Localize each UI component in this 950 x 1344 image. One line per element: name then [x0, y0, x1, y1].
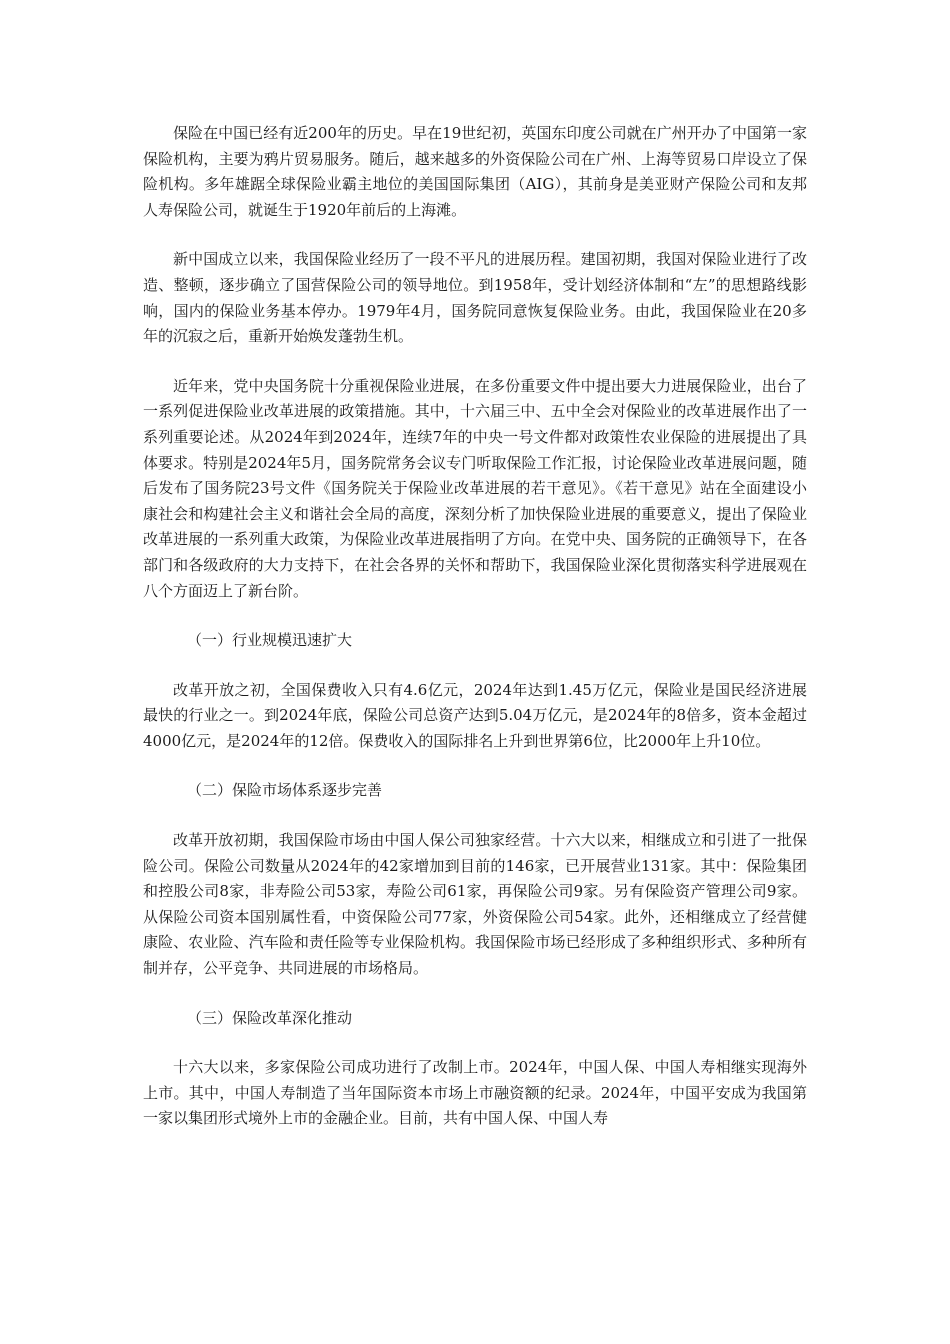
- paragraph-history: 保险在中国已经有近200年的历史。早在19世纪初，英国东印度公司就在广州开办了中国第一家保险机构，主要为鸦片贸易服务。随后，越来越多的外资保险公司在广州、上海等贸易口岸设立了保险机构。多年雄踞全球保险业霸主地位的美国国际集团（AIG），其前身是美亚财产保险公司和友邦人寿保险公司，就诞生于1920年前后的上海滩。: [143, 124, 807, 219]
- paragraph-market-system: 改革开放初期，我国保险市场由中国人保公司独家经营。十六大以来，相继成立和引进了一批保险公司。保险公司数量从2024年的42家增加到目前的146家，已开展营业131家。其中：保险集团和控股公司8家，非寿险公司53家，寿险公司61家，再保险公司9家。另有保险资产管理公司9家。从保险公司资本国别属性看，中资保险公司77家，外资保险公司54家。此外，还相继成立了经营健康险、农业险、汽车险和责任险等专业保险机构。我国保险市场已经形成了多种组织形式、多种所有制并存，公平竞争、共同进展的市场格局。: [143, 831, 807, 978]
- paragraph-new-china: 新中国成立以来，我国保险业经历了一段不平凡的进展历程。建国初期，我国对保险业进行了改造、整顿，逐步确立了国营保险公司的领导地位。到1958年，受计划经济体制和“左”的思想路线影响，国内的保险业务基本停办。1979年4月，国务院同意恢复保险业务。由此，我国保险业在20多年的沉寂之后，重新开始焕发蓬勃生机。: [143, 250, 807, 346]
- paragraph-recent-years: 近年来，党中央国务院十分重视保险业进展，在多份重要文件中提出要大力进展保险业，出台了一系列促进保险业改革进展的政策措施。其中，十六届三中、五中全会对保险业的改革进展作出了一系列重要论述。从2024年到2024年，连续7年的中央一号文件都对政策性农业保险的进展提出了具体要求。特别是2024年5月，国务院常务会议专门听取保险工作汇报，讨论保险业改革进展问题，随后发布了国务院23号文件《国务院关于保险业改革进展的若干意见》。《若干意见》站在全面建设小康社会和构建社会主义和谐社会全局的高度，深刻分析了加快保险业进展的重要意义，提出了保险业改革进展的一系列重大政策，为保险业改革进展指明了方向。在党中央、国务院的正确领导下，在各部门和各级政府的大力支持下，在社会各界的关怀和帮助下，我国保险业深化贯彻落实科学进展观在八个方面迈上了新台阶。: [143, 376, 807, 600]
- document-body: [143, 121, 807, 1156]
- section-heading-1: （一）行业规模迅速扩大: [187, 631, 353, 650]
- paragraph-reform: 十六大以来，多家保险公司成功进行了改制上市。2024年，中国人保、中国人寿相继实现海外上市。其中，中国人寿制造了当年国际资本市场上市融资额的纪录。2024年，中国平安成为我国第一家以集团形式境外上市的金融企业。目前，共有中国人保、中国人寿: [143, 1058, 807, 1128]
- paragraph-industry-scale: 改革开放之初，全国保费收入只有4.6亿元，2024年达到1.45万亿元，保险业是国民经济进展最快的行业之一。到2024年底，保险公司总资产达到5.04万亿元，是2024年的8倍多，资本金超过4000亿元，是2024年的12倍。保费收入的国际排名上升到世界第6位，比2000年上升10位。: [143, 680, 807, 750]
- section-heading-3: （三）保险改革深化推动: [187, 1008, 353, 1027]
- section-heading-2: （二）保险市场体系逐步完善: [187, 781, 383, 800]
